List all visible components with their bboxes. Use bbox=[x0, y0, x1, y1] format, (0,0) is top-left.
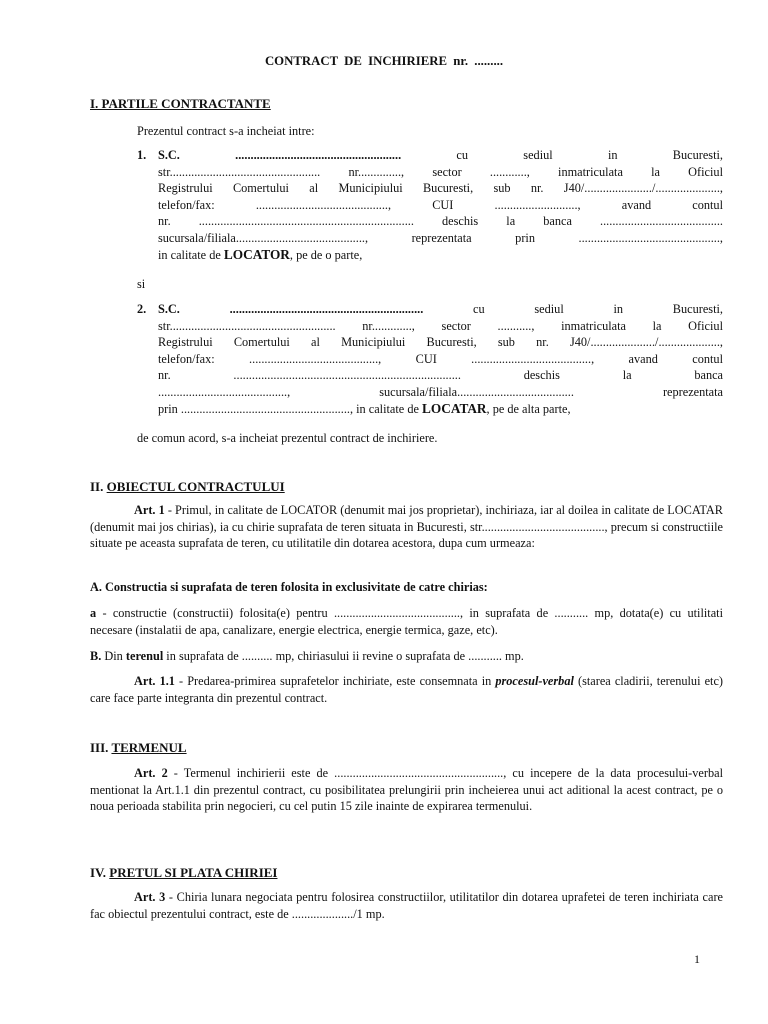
party-2-line-3: Registrului Comertului al Municipiului Bucuresti, sub nr. J40/...................../...................., bbox=[158, 335, 723, 350]
section-3-heading bbox=[90, 740, 187, 757]
section-title: TERMENUL bbox=[111, 740, 187, 755]
party-1-line-6: sucursala/filiala.........................................., reprezentata prin .............................................., bbox=[158, 230, 723, 245]
party-2-name-blank: ............................................................... bbox=[229, 302, 424, 316]
word: sediul bbox=[534, 302, 564, 316]
section-4-heading bbox=[90, 865, 277, 882]
text: prin ......................................................., in calitate de bbox=[158, 401, 423, 416]
art-2-text: - Termenul inchirierii este de ......................................................., cu incepere de la data procesului-verbal mentionat la Art.1.1 din prezentul contract, cu posibilitatea prelungirii prin incheierea unui act aditional la acest contract, pe o noua perioada stabilita prin negocieri, cu cel putin 15 zile inainte de expirarea termenului. bbox=[90, 766, 723, 814]
art-1 bbox=[90, 502, 723, 552]
closing-text: de comun acord, s-a incheiat prezentul contract de inchiriere. bbox=[137, 431, 438, 445]
party-2 bbox=[137, 301, 723, 417]
party-2-line-6 bbox=[158, 384, 723, 401]
art-3-label: Art. 3 bbox=[134, 890, 166, 904]
party-2-sc: S.C. bbox=[158, 302, 180, 316]
word: nr. bbox=[158, 368, 171, 383]
page-number: 1 bbox=[694, 952, 700, 966]
text: in calitate de bbox=[158, 247, 224, 262]
word: cu bbox=[456, 148, 469, 162]
subsection-a-heading: A. Constructia si suprafata de teren folosita in exclusivitate de catre chirias: bbox=[90, 580, 488, 594]
item-b-label: B. bbox=[90, 649, 102, 663]
party-2-line-1 bbox=[158, 301, 723, 318]
word: in bbox=[613, 302, 624, 316]
word: Bucuresti, bbox=[672, 148, 723, 162]
art-3 bbox=[90, 889, 723, 922]
word: .........................................., bbox=[158, 384, 291, 399]
section-title: OBIECTUL CONTRACTULUI bbox=[106, 479, 285, 494]
word: sucursala/filiala...................................... bbox=[379, 384, 574, 399]
section-number: IV. bbox=[90, 865, 110, 880]
party-2-number: 2. bbox=[137, 302, 147, 316]
locatar-role: LOCATAR bbox=[422, 400, 487, 416]
item-a-label: a bbox=[90, 606, 97, 620]
text: Din bbox=[101, 649, 126, 663]
art-2-label: Art. 2 bbox=[134, 766, 168, 780]
item-b bbox=[90, 648, 723, 665]
party-1-sc: S.C. bbox=[158, 148, 180, 162]
word: .......................................................................... bbox=[233, 368, 461, 383]
word: cu bbox=[473, 302, 485, 316]
party-1 bbox=[137, 147, 723, 263]
word: banca bbox=[694, 368, 724, 383]
si-text: si bbox=[137, 277, 146, 291]
word: reprezentata bbox=[662, 384, 724, 399]
party-1-line-2: str................................................. nr.............., sector ............, inmatriculata la Oficiul bbox=[158, 164, 723, 179]
section-number: III. bbox=[90, 740, 112, 755]
proces-verbal-term: procesul-verbal bbox=[495, 674, 574, 688]
party-1-line-3: Registrului Comertului al Municipiului Bucuresti, sub nr. J40/....................../....................., bbox=[158, 181, 723, 196]
party-2-line-2: str...................................................... nr............., sector ..........., inmatriculata la Oficiul bbox=[158, 318, 723, 333]
intro-text: Prezentul contract s-a incheiat intre: bbox=[137, 124, 315, 138]
teren-bold: terenul bbox=[125, 649, 164, 663]
party-1-line-7 bbox=[158, 247, 723, 264]
art-1-label: Art. 1 bbox=[134, 503, 165, 517]
section-2-heading bbox=[90, 479, 285, 496]
section-number: II. bbox=[90, 479, 107, 494]
section-title: PRETUL SI PLATA CHIRIEI bbox=[109, 865, 278, 880]
item-a bbox=[90, 605, 723, 638]
text: in suprafata de .......... mp, chiriasului ii revine o suprafata de ........... mp. bbox=[163, 649, 524, 663]
word: Bucuresti, bbox=[672, 302, 723, 316]
art-1-1-label: Art. 1.1 bbox=[134, 674, 175, 688]
party-1-name-blank: ...................................................... bbox=[235, 148, 402, 162]
word: deschis bbox=[523, 368, 560, 383]
text: , pe de o parte, bbox=[289, 247, 363, 262]
locator-role: LOCATOR bbox=[223, 246, 290, 262]
art-1-text: - Primul, in calitate de LOCATOR (denumit mai jos proprietar), inchiriaza, iar al doilea in calitate de LOCATAR (denumit mai jos chirias), ia cu chirie suprafata de teren situata in Bucuresti, str........................................, precum si constructiile situate pe aceasta suprafata de teren, cu utilitatile din dotarea acestora, dupa cum urmeaza: bbox=[90, 503, 724, 551]
word: sediul bbox=[523, 148, 553, 162]
text: , pe de alta parte, bbox=[486, 401, 571, 416]
word: la bbox=[622, 368, 632, 383]
text: - Predarea-primirea suprafetelor inchiriate, este consemnata in bbox=[174, 674, 496, 688]
party-1-number: 1. bbox=[137, 148, 147, 162]
art-3-text: - Chiria lunara negociata pentru folosirea constructiilor, utilitatilor din dotarea uprafetei de teren inchiriata care fac obiectul prezentului contract, este de ..................../1 mp. bbox=[90, 890, 723, 921]
party-1-line-4: telefon/fax: ..........................................., CUI ..........................., avand contul bbox=[158, 197, 723, 212]
art-1-1 bbox=[90, 673, 723, 706]
party-2-line-5 bbox=[158, 367, 723, 384]
word: in bbox=[607, 148, 618, 162]
contract-title: CONTRACT DE INCHIRIERE nr. ......... bbox=[264, 54, 504, 68]
party-1-line-1 bbox=[158, 147, 723, 164]
party-1-line-5: nr. ...................................................................... deschis la banca ........................................ bbox=[158, 214, 723, 229]
party-2-line-4: telefon/fax: .........................................., CUI ......................................., avand contul bbox=[158, 351, 723, 366]
party-2-line-7 bbox=[158, 401, 723, 418]
text: (starea cladirii, terenului etc) care face parte integranta din prezentul contract. bbox=[90, 674, 723, 705]
item-a-text: - constructie (constructii) folosita(e) pentru ........................................., in suprafata de ........... mp, dotata(e) cu utilitati necesare (instalatii de apa, canalizare, energie electrica, energie termica, gaze, etc). bbox=[90, 606, 723, 637]
section-1-heading: I. PARTILE CONTRACTANTE bbox=[90, 96, 271, 111]
art-2 bbox=[90, 765, 723, 815]
